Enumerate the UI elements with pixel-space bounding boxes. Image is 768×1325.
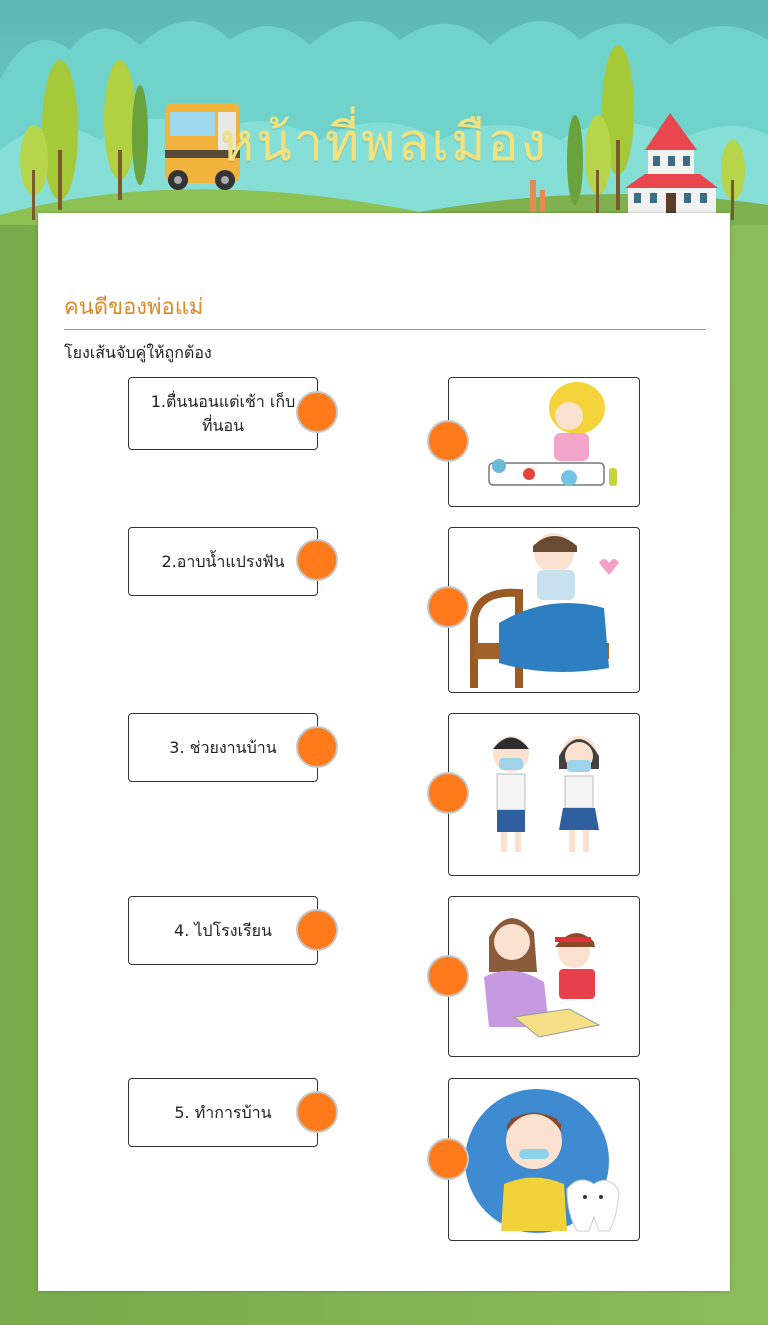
match-left-label: 1.ตื่นนอนแต่เช้า เก็บที่นอน — [150, 391, 296, 435]
match-left-dot-4[interactable] — [296, 909, 338, 951]
girl-washing-dishes-image — [449, 378, 639, 506]
match-left-item-3[interactable] — [128, 713, 318, 782]
mother-helping-homework-image — [449, 897, 639, 1056]
match-right-item-1[interactable] — [448, 377, 640, 507]
match-right-dot-5[interactable] — [427, 1138, 469, 1180]
boy-making-bed-image — [449, 528, 639, 692]
match-left-dot-2[interactable] — [296, 539, 338, 581]
boy-brushing-teeth-image — [449, 1079, 639, 1240]
match-right-dot-2[interactable] — [427, 586, 469, 628]
section-title: คนดีของพ่อแม่ — [64, 295, 204, 320]
match-left-label: 3. ช่วยงานบ้าน — [169, 737, 277, 757]
match-right-dot-4[interactable] — [427, 955, 469, 997]
match-left-dot-3[interactable] — [296, 726, 338, 768]
instruction-text: โยงเส้นจับคู่ให้ถูกต้อง — [64, 343, 212, 362]
worksheet-card — [38, 213, 730, 1291]
section-divider — [64, 329, 706, 330]
match-right-item-2[interactable] — [448, 527, 640, 693]
match-right-item-4[interactable] — [448, 896, 640, 1057]
match-left-item-2[interactable] — [128, 527, 318, 596]
page-title: หน้าที่พลเมือง — [219, 113, 549, 173]
match-right-item-5[interactable] — [448, 1078, 640, 1241]
match-left-dot-5[interactable] — [296, 1091, 338, 1133]
match-left-item-5[interactable] — [128, 1078, 318, 1147]
match-left-dot-1[interactable] — [296, 391, 338, 433]
students-with-masks-image — [449, 714, 639, 875]
match-right-dot-3[interactable] — [427, 772, 469, 814]
match-right-item-3[interactable] — [448, 713, 640, 876]
match-left-item-4[interactable] — [128, 896, 318, 965]
match-left-item-1[interactable] — [128, 377, 318, 450]
match-left-label: 2.อาบน้ำแปรงฟัน — [161, 551, 285, 571]
match-left-label: 5. ทำการบ้าน — [174, 1102, 272, 1122]
match-right-dot-1[interactable] — [427, 420, 469, 462]
match-left-label: 4. ไปโรงเรียน — [174, 920, 272, 940]
